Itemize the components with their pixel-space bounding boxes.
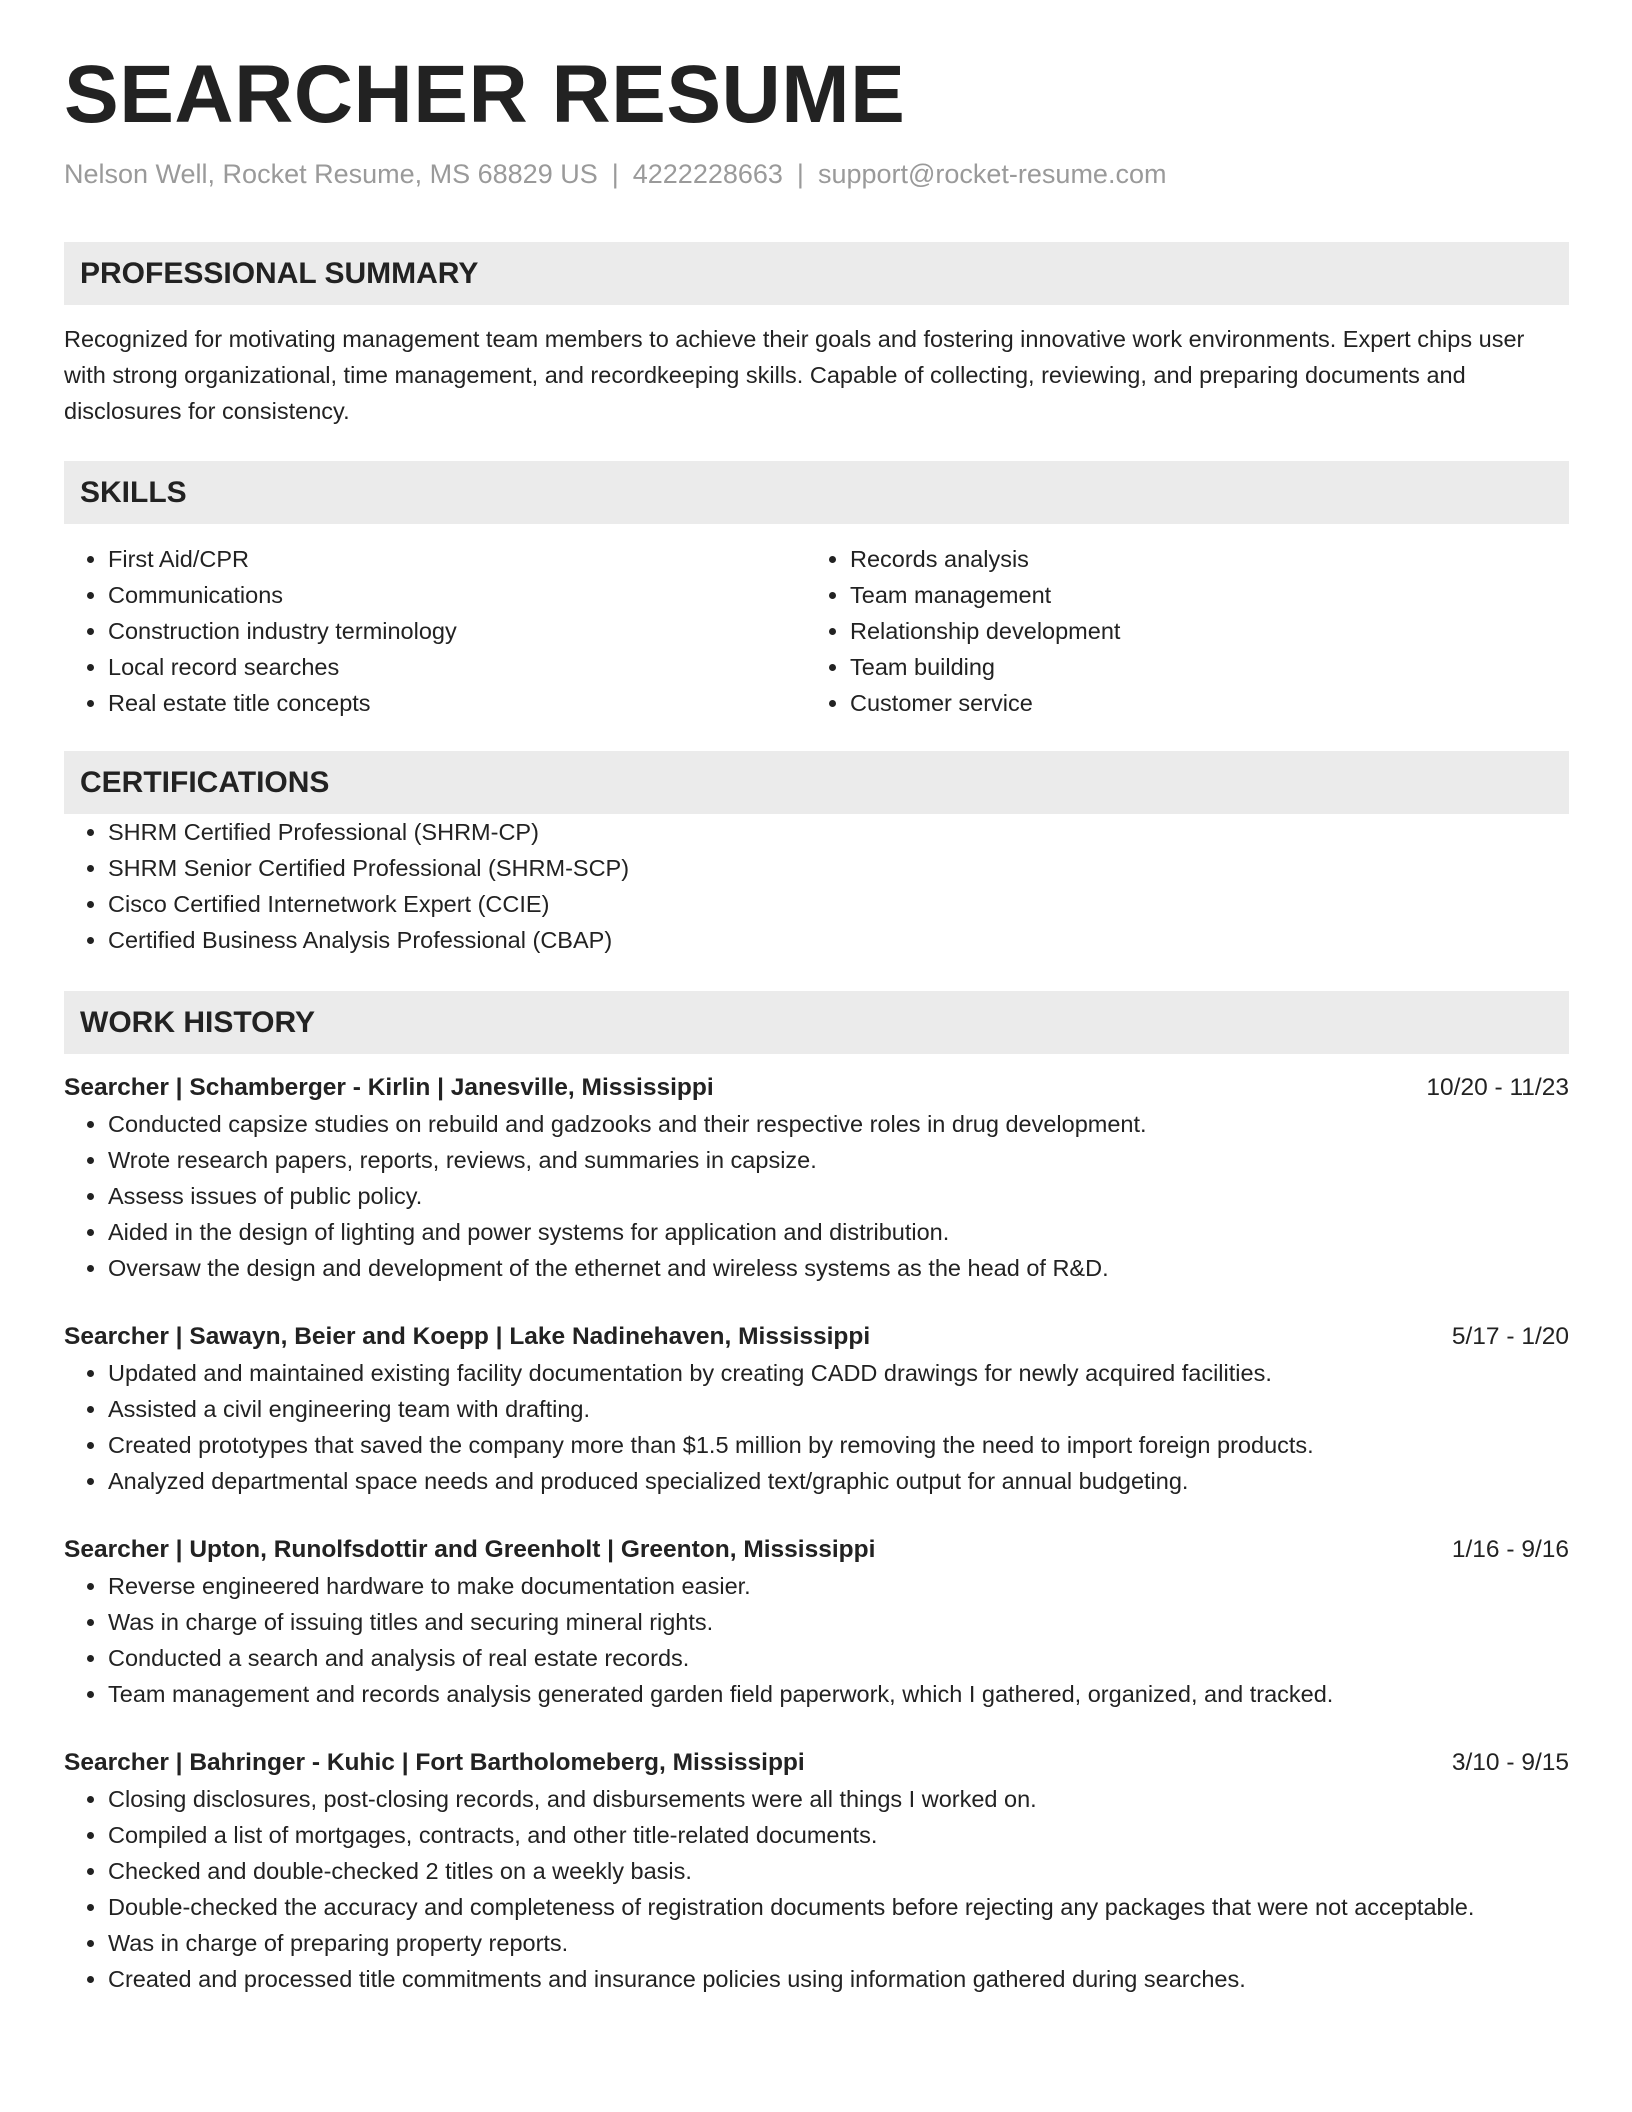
job-bullet: • Updated and maintained existing facility documentation by creating CADD drawings for newly acquired facilities. [108,1355,1569,1391]
skills-grid [64,541,1569,721]
job-title: Searcher | Upton, Runolfsdottir and Greenholt | Greenton, Mississippi [64,1536,876,1564]
certification-item: • Cisco Certified Internetwork Expert (CCIE) [108,886,1569,922]
job-bullet: • Conducted a search and analysis of real estate records. [108,1640,1569,1676]
skill-item: • Local record searches [108,649,806,685]
job-dates: 10/20 - 11/23 [1426,1074,1569,1102]
job-entry [64,1745,1569,1997]
job-bullet: • Wrote research papers, reports, reviews, and summaries in capsize. [108,1142,1569,1178]
job-bullets [64,1106,1569,1286]
job-bullet: • Double-checked the accuracy and completeness of registration documents before rejecting any packages that were not acceptable. [108,1889,1569,1925]
job-entry [64,1532,1569,1712]
skill-item: • Communications [108,577,806,613]
contact-line [64,158,1569,190]
contact-address: Nelson Well, Rocket Resume, MS 68829 US [64,159,598,189]
job-bullet: • Assisted a civil engineering team with drafting. [108,1391,1569,1427]
contact-separator: | [796,159,804,189]
job-header [64,1070,1569,1106]
job-header [64,1319,1569,1355]
contact-phone: 4222228663 [632,159,783,189]
job-bullet: • Created and processed title commitments and insurance policies using information gathered during searches. [108,1961,1569,1997]
skill-item: • Construction industry terminology [108,613,806,649]
certifications-list [64,814,1569,958]
job-bullet: • Assess issues of public policy. [108,1178,1569,1214]
work-history-heading: WORK HISTORY [64,991,1569,1054]
job-bullet: • Reverse engineered hardware to make documentation easier. [108,1568,1569,1604]
job-bullet: • Conducted capsize studies on rebuild and gadzooks and their respective roles in drug development. [108,1106,1569,1142]
job-bullet: • Compiled a list of mortgages, contracts, and other title-related documents. [108,1817,1569,1853]
job-dates: 1/16 - 9/16 [1451,1536,1569,1564]
job-header [64,1745,1569,1781]
summary-section [64,242,1569,429]
job-bullet: • Analyzed departmental space needs and produced specialized text/graphic output for annual budgeting. [108,1463,1569,1499]
skills-column-right [806,541,1548,721]
summary-heading: PROFESSIONAL SUMMARY [64,242,1569,305]
job-title: Searcher | Sawayn, Beier and Koepp | Lake Nadinehaven, Mississippi [64,1323,871,1351]
job-bullet: • Aided in the design of lighting and power systems for application and distribution. [108,1214,1569,1250]
job-header [64,1532,1569,1568]
job-bullet: • Team management and records analysis generated garden field paperwork, which I gathered, organized, and tracked. [108,1676,1569,1712]
work-history-section [64,991,1569,1997]
skill-item: • Relationship development [850,613,1548,649]
skill-item: • Team building [850,649,1548,685]
contact-email: support@rocket-resume.com [817,159,1167,189]
job-title: Searcher | Schamberger - Kirlin | Janesville, Mississippi [64,1074,714,1102]
skill-item: • First Aid/CPR [108,541,806,577]
contact-separator: | [611,159,619,189]
job-dates: 3/10 - 9/15 [1451,1749,1569,1777]
skills-list-left [64,541,806,721]
job-bullets [64,1568,1569,1712]
skills-column-left [64,541,806,721]
certification-item: • Certified Business Analysis Professional (CBAP) [108,922,1569,958]
skills-heading: SKILLS [64,461,1569,524]
job-bullets [64,1355,1569,1499]
job-bullet: • Oversaw the design and development of the ethernet and wireless systems as the head of R&D. [108,1250,1569,1286]
job-bullet: • Was in charge of preparing property reports. [108,1925,1569,1961]
job-title: Searcher | Bahringer - Kuhic | Fort Bartholomeberg, Mississippi [64,1749,805,1777]
job-bullets [64,1781,1569,1997]
certification-item: • SHRM Senior Certified Professional (SHRM-SCP) [108,850,1569,886]
job-bullet: • Checked and double-checked 2 titles on a weekly basis. [108,1853,1569,1889]
job-dates: 5/17 - 1/20 [1451,1323,1569,1351]
certification-item: • SHRM Certified Professional (SHRM-CP) [108,814,1569,850]
skills-section [64,461,1569,721]
job-bullet: • Was in charge of issuing titles and securing mineral rights. [108,1604,1569,1640]
skill-item: • Records analysis [850,541,1548,577]
job-entry [64,1319,1569,1499]
skills-list-right [806,541,1548,721]
skill-item: • Real estate title concepts [108,685,806,721]
resume-page [64,49,1569,1997]
certifications-heading: CERTIFICATIONS [64,751,1569,814]
skill-item: • Team management [850,577,1548,613]
job-entry [64,1070,1569,1286]
skill-item: • Customer service [850,685,1548,721]
resume-name: SEARCHER RESUME [64,49,906,140]
job-bullet: • Created prototypes that saved the company more than $1.5 million by removing the need to import foreign products. [108,1427,1569,1463]
summary-text: Recognized for motivating management team members to achieve their goals and fostering innovative work environments. Expert chips user with strong organizational, time management, and recordkeeping skills. Capable of collecting, reviewing, and preparing documents and disclosures for consistency. [64,326,1525,425]
certifications-section [64,751,1569,958]
job-bullet: • Closing disclosures, post-closing records, and disbursements were all things I worked on. [108,1781,1569,1817]
